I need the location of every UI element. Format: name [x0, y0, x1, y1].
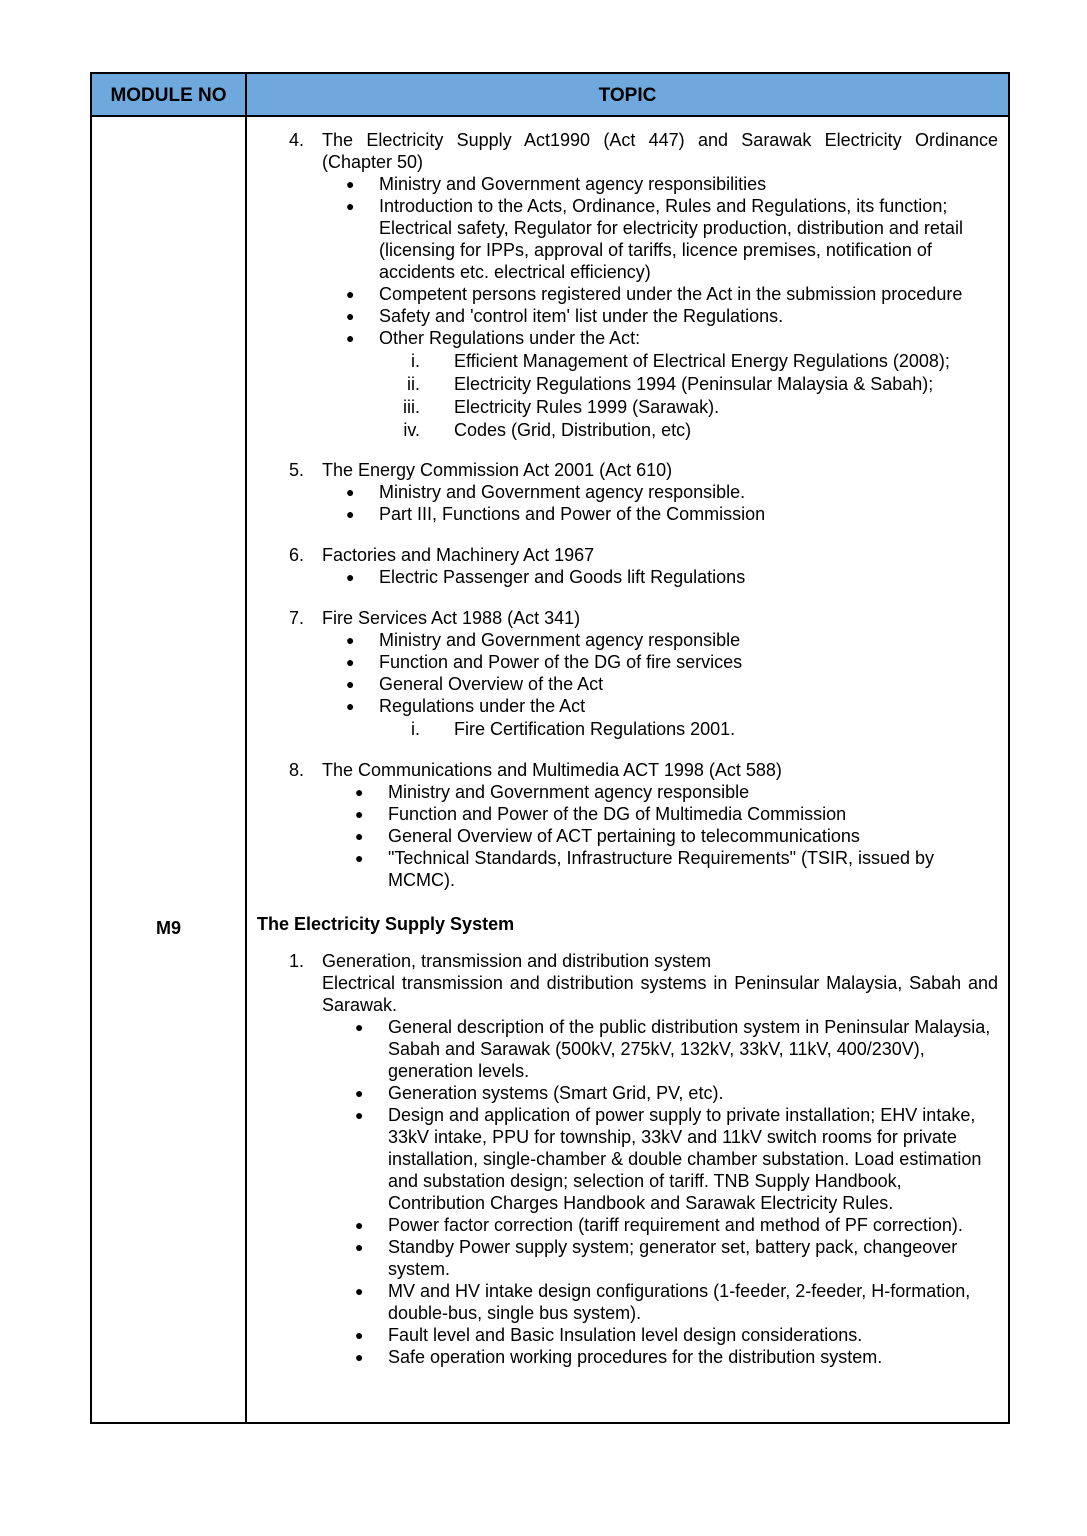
- bullet-list: [322, 629, 998, 717]
- sub-item: [322, 419, 998, 441]
- topic-item-m9-1: [247, 950, 998, 1368]
- bullet-item: [322, 503, 998, 525]
- bullet-icon: ●: [355, 1217, 364, 1233]
- sub-text: Electricity Regulations 1994 (Peninsular Malaysia & Sabah);: [454, 374, 934, 394]
- section-title: The Electricity Supply System: [257, 914, 515, 934]
- bullet-item: [322, 1082, 998, 1104]
- bullet-text: Part III, Functions and Power of the Commission: [379, 504, 766, 524]
- bullet-icon: ●: [346, 506, 355, 522]
- bullet-text: General description of the public distribution system in Peninsular Malaysia, Sabah and Sarawak (500kV, 275kV, 132kV, 33kV, 11kV, 400/230V), generation levels.: [388, 1017, 991, 1081]
- topic-item-4: [247, 129, 998, 441]
- topic-item-7: [247, 607, 998, 740]
- bullet-text: Function and Power of the DG of Multimedia Commission: [388, 804, 847, 824]
- bullet-item: [322, 629, 998, 651]
- sub-item: [322, 718, 998, 740]
- bullet-icon: ●: [355, 784, 364, 800]
- bullet-list: [322, 781, 998, 891]
- bullet-icon: ●: [346, 484, 355, 500]
- bullet-text: General Overview of the Act: [379, 674, 604, 694]
- bullet-text: Ministry and Government agency responsible: [388, 782, 750, 802]
- bullet-icon: ●: [355, 1327, 364, 1343]
- bullet-item: [322, 651, 998, 673]
- bullet-item: [322, 1214, 998, 1236]
- bullet-item: [322, 327, 998, 349]
- bullet-text: Ministry and Government agency responsible.: [379, 482, 746, 502]
- item-number: 4.: [289, 130, 305, 150]
- bullet-item: [322, 305, 998, 327]
- sub-number: iii.: [403, 397, 420, 417]
- bullet-icon: ●: [355, 1085, 364, 1101]
- sub-number: i.: [411, 351, 420, 371]
- bullet-icon: ●: [346, 698, 355, 714]
- bullet-icon: ●: [346, 632, 355, 648]
- topic-item-8: [247, 759, 998, 891]
- table-header: [92, 74, 1008, 117]
- item-number: 6.: [289, 545, 305, 565]
- bullet-list: [322, 566, 998, 588]
- bullet-text: Power factor correction (tariff requirement and method of PF correction).: [388, 1215, 963, 1235]
- bullet-list: [322, 1016, 998, 1368]
- bullet-text: Safety and 'control item' list under the Regulations.: [379, 306, 784, 326]
- item-number: 8.: [289, 760, 305, 780]
- topic-item-6: [247, 544, 998, 588]
- bullet-icon: ●: [346, 330, 355, 346]
- bullet-icon: ●: [355, 1107, 364, 1123]
- item-title: Generation, transmission and distribution system: [322, 951, 712, 971]
- bullet-item: [322, 195, 998, 283]
- bullet-icon: ●: [346, 676, 355, 692]
- item-title: Fire Services Act 1988 (Act 341): [322, 608, 581, 628]
- bullet-item: [322, 1016, 998, 1082]
- bullet-icon: ●: [355, 828, 364, 844]
- bullet-text: Other Regulations under the Act:: [379, 328, 641, 348]
- bullet-text: Design and application of power supply to private installation; EHV intake, 33kV intake, PPU for township, 33kV and 11kV switch rooms for private installation, single-chamber & double chamber substation. Load estimation and substation design; selection of tariff. TNB Supply Handbook, Contribution Charges Handbook and Sarawak Electricity Rules.: [388, 1105, 982, 1213]
- bullet-list: [322, 481, 998, 525]
- bullet-item: [322, 1280, 998, 1324]
- sub-item: [322, 396, 998, 418]
- bullet-text: Safe operation working procedures for the distribution system.: [388, 1347, 883, 1367]
- module-table: [90, 72, 1010, 1424]
- bullet-icon: ●: [346, 176, 355, 192]
- bullet-icon: ●: [355, 1349, 364, 1365]
- bullet-list: [322, 173, 998, 349]
- topic-header: TOPIC: [598, 85, 657, 106]
- item-title: The Energy Commission Act 2001 (Act 610): [322, 460, 673, 480]
- bullet-item: [322, 481, 998, 503]
- item-title: Factories and Machinery Act 1967: [322, 545, 595, 565]
- sub-item: [322, 373, 998, 395]
- item-title: The Electricity Supply Act1990 (Act 447) and Sarawak Electricity Ordinance (Chapter 50): [322, 130, 998, 172]
- item-description: Electrical transmission and distribution systems in Peninsular Malaysia, Sabah and Sarawak.: [322, 973, 998, 1015]
- bullet-item: [322, 1104, 998, 1214]
- sub-text: Fire Certification Regulations 2001.: [454, 719, 736, 739]
- bullet-item: [322, 781, 998, 803]
- bullet-item: [322, 283, 998, 305]
- bullet-item: [322, 566, 998, 588]
- bullet-item: [322, 1346, 998, 1368]
- bullet-text: Standby Power supply system; generator set, battery pack, changeover system.: [388, 1237, 958, 1279]
- bullet-text: Generation systems (Smart Grid, PV, etc).: [388, 1083, 724, 1103]
- sub-number: iv.: [403, 420, 420, 440]
- sub-number: i.: [411, 719, 420, 739]
- item-title: The Communications and Multimedia ACT 1998 (Act 588): [322, 760, 782, 780]
- bullet-icon: ●: [355, 806, 364, 822]
- bullet-item: [322, 803, 998, 825]
- bullet-icon: ●: [355, 1019, 364, 1035]
- bullet-item: [322, 1324, 998, 1346]
- bullet-icon: ●: [346, 198, 355, 214]
- topic-cell: [247, 117, 998, 1368]
- sub-text: Electricity Rules 1999 (Sarawak).: [454, 397, 720, 417]
- bullet-text: Regulations under the Act: [379, 696, 586, 716]
- bullet-item: [322, 673, 998, 695]
- bullet-icon: ●: [355, 1239, 364, 1255]
- bullet-icon: ●: [355, 850, 364, 866]
- topic-item-5: [247, 459, 998, 525]
- bullet-icon: ●: [346, 286, 355, 302]
- sub-list: [322, 350, 998, 441]
- bullet-item: [322, 695, 998, 717]
- bullet-text: General Overview of ACT pertaining to telecommunications: [388, 826, 860, 846]
- bullet-icon: ●: [346, 308, 355, 324]
- bullet-text: MV and HV intake design configurations (1-feeder, 2-feeder, H-formation, double-bus, single bus system).: [388, 1281, 971, 1323]
- item-number: 1.: [289, 951, 305, 971]
- sub-text: Codes (Grid, Distribution, etc): [454, 420, 692, 440]
- bullet-item: [322, 1236, 998, 1280]
- item-number: 7.: [289, 608, 305, 628]
- sub-text: Efficient Management of Electrical Energy Regulations (2008);: [454, 351, 950, 371]
- sub-item: [322, 350, 998, 372]
- bullet-text: Ministry and Government agency responsible: [379, 630, 741, 650]
- sub-list: [322, 718, 998, 740]
- module-no-header: MODULE NO: [110, 85, 227, 106]
- bullet-text: Electric Passenger and Goods lift Regulations: [379, 567, 746, 587]
- bullet-text: Introduction to the Acts, Ordinance, Rules and Regulations, its function; Electrical safety, Regulator for electricity production, distribution and retail (licensing for IPPs, approval of tariffs, licence premises, notification of accidents etc. electrical efficiency): [379, 196, 963, 282]
- module-no-m9: M9: [155, 918, 181, 938]
- bullet-text: Competent persons registered under the Act in the submission procedure: [379, 284, 963, 304]
- bullet-icon: ●: [355, 1283, 364, 1299]
- bullet-item: [322, 825, 998, 847]
- bullet-text: Fault level and Basic Insulation level design considerations.: [388, 1325, 863, 1345]
- item-number: 5.: [289, 460, 305, 480]
- bullet-icon: ●: [346, 654, 355, 670]
- sub-number: ii.: [407, 374, 420, 394]
- bullet-text: "Technical Standards, Infrastructure Requirements" (TSIR, issued by MCMC).: [388, 848, 935, 890]
- bullet-text: Ministry and Government agency responsibilities: [379, 174, 767, 194]
- bullet-icon: ●: [346, 569, 355, 585]
- bullet-text: Function and Power of the DG of fire services: [379, 652, 743, 672]
- bullet-item: [322, 847, 998, 891]
- bullet-item: [322, 173, 998, 195]
